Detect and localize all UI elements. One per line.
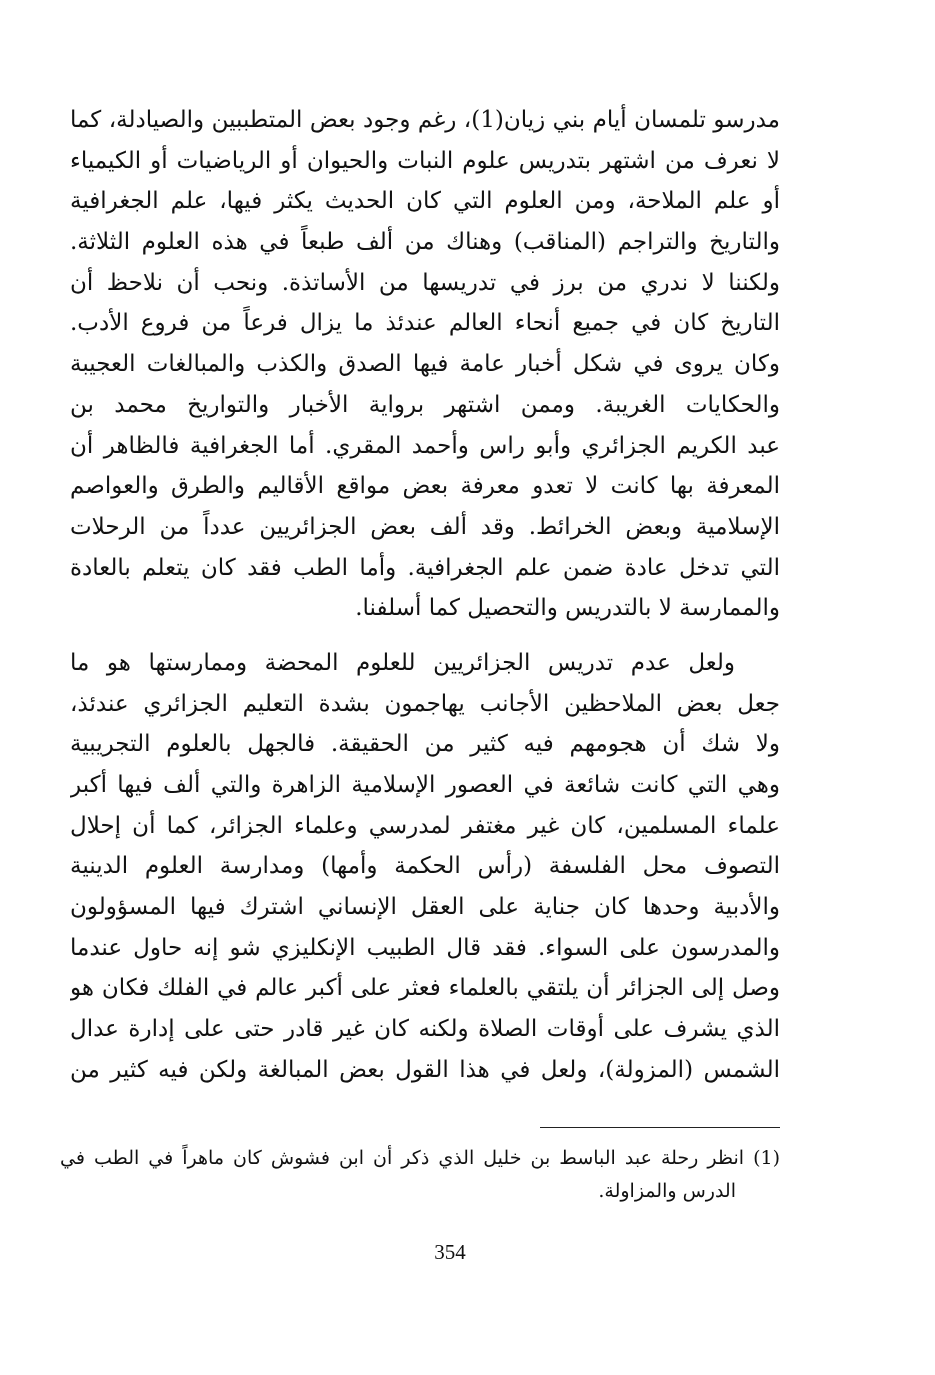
text-line: أو علم الملاحة، ومن العلوم التي كان الحديث يكثر فيها، علم الجغرافية	[70, 188, 780, 215]
text-line: المعرفة بها كانت لا تعدو معرفة بعض مواقع الأقاليم والطرق والعواصم	[70, 473, 780, 500]
text-line: التي تدخل عادة ضمن علم الجغرافية. وأما الطب فقد كان يتعلم بالعادة	[70, 554, 780, 581]
text-line: الذي يشرف على أوقات الصلاة ولكنه كان غير قادر حتى على إدارة عدال	[70, 1016, 780, 1043]
text-line: ولا شك أن هجومهم فيه كثير من الحقيقة. فالجهل بالعلوم التجريبية	[70, 731, 780, 758]
text-line: علماء المسلمين، كان غير مغتفر لمدرسي وعلماء الجزائر، كما أن إحلال	[70, 812, 780, 839]
page-number: 354	[434, 1240, 466, 1264]
text-line: الشمس (المزولة)، ولعل في هذا القول بعض المبالغة ولكن فيه كثير من	[70, 1056, 780, 1083]
text-line: وصل إلى الجزائر أن يلتقي بالعلماء فعثر على أكبر عالم في الفلك فكان هو	[70, 975, 780, 1002]
text-line: ولكننا لا ندري من برز في تدريسها من الأساتذة. ونحب أن نلاحظ أن	[70, 269, 780, 296]
text-line: والحكايات الغريبة. وممن اشتهر برواية الأخبار والتواريخ محمد بن	[70, 391, 780, 418]
main-text	[70, 100, 780, 1091]
text-line: وكان يروى في شكل أخبار عامة فيها الصدق والكذب والمبالغات العجيبة	[70, 351, 780, 378]
paragraph-2	[70, 643, 780, 1091]
text-line: ولعل عدم تدريس الجزائريين للعلوم المحضة وممارستها هو ما	[70, 649, 735, 676]
text-line: لا نعرف من اشتهر بتدريس علوم النبات والحيوان أو الرياضيات أو الكيمياء	[70, 147, 780, 174]
footnote	[60, 1142, 780, 1208]
text-line: التصوف محل الفلسفة (رأس الحكمة وأمها) ومدارسة العلوم الدينية	[70, 853, 780, 880]
text-line: عبد الكريم الجزائري وأبو راس وأحمد المقري. أما الجغرافية فالظاهر أن	[70, 432, 780, 459]
text-line: والمدرسون على السواء. فقد قال الطبيب الإنكليزي شو إنه حاول عندما	[70, 934, 780, 961]
text-line: والتاريخ والتراجم (المناقب) وهناك من ألف طبعاً في هذه العلوم الثلاثة.	[70, 229, 780, 256]
text-line: جعل بعض الملاحظين الأجانب يهاجمون بشدة التعليم الجزائري عندئذ،	[70, 690, 780, 717]
footnote-line: (1) انظر رحلة عبد الباسط بن خليل الذي ذكر أن ابن فشوش كان ماهراً في الطب في	[60, 1147, 780, 1169]
paragraph-spacer	[70, 629, 780, 643]
text-line: الإسلامية وبعض الخرائط. وقد ألف بعض الجزائريين عدداً من الرحلات	[70, 513, 780, 540]
paragraph-1	[70, 100, 780, 629]
text-line: وهي التي كانت شائعة في العصور الإسلامية الزاهرة والتي ألف فيها أكبر	[70, 772, 780, 798]
footnote-line: الدرس والمزاولة.	[598, 1180, 736, 1202]
text-line: التاريخ كان في جميع أنحاء العالم عندئذ ما يزال فرعاً من فروع الأدب.	[70, 310, 780, 337]
text-line: مدرسو تلمسان أيام بني زيان(1)، رغم وجود بعض المتطببين والصيادلة، كما	[70, 107, 780, 133]
footnote-separator	[540, 1127, 780, 1128]
text-line: والأدبية وحدها كان جناية على العقل الإنساني اشترك فيها المسؤولون	[70, 894, 780, 921]
text-line: والممارسة لا بالتدريس والتحصيل كما أسلفنا.	[355, 595, 780, 622]
